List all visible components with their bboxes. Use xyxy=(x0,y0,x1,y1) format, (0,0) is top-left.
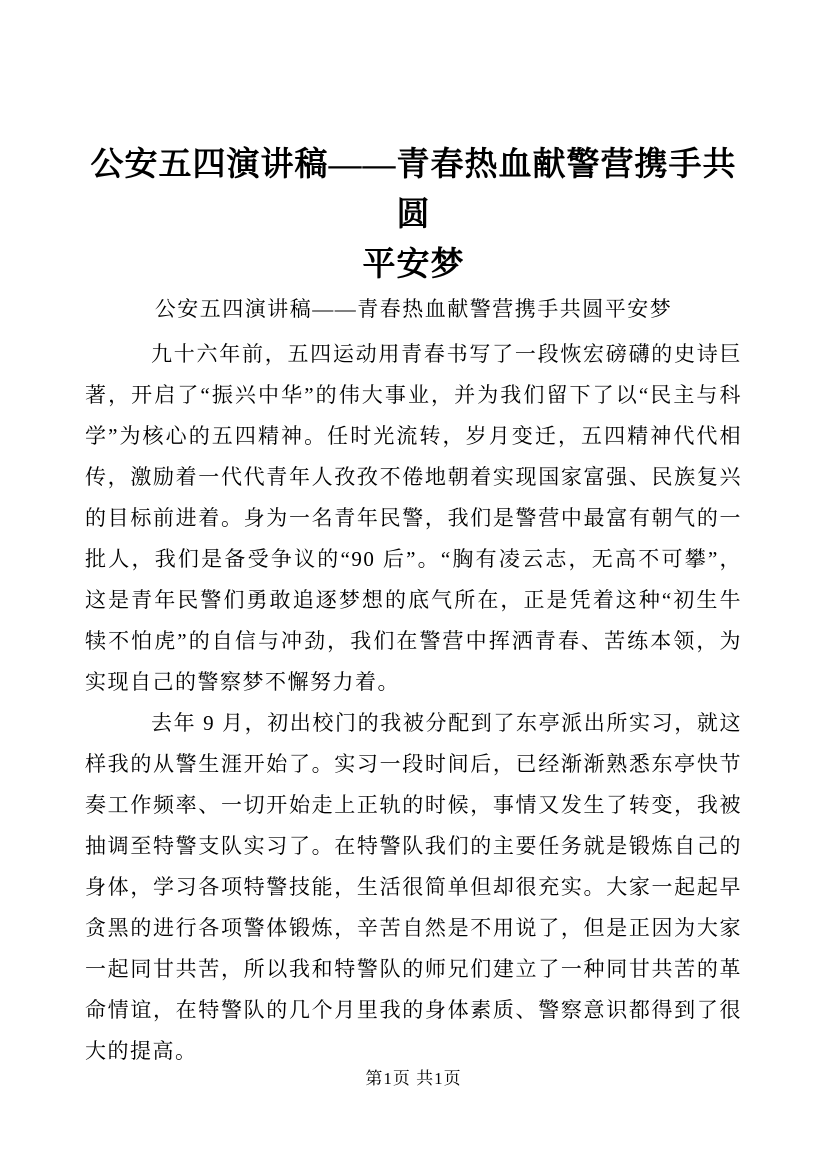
document-body xyxy=(85,334,742,1072)
body-paragraph-1: 九十六年前，五四运动用青春书写了一段恢宏磅礴的史诗巨著，开启了“振兴中华”的伟大事业，并为我们留下了以“民主与科学”为核心的五四精神。任时光流转，岁月变迁，五四精神代代相传，激励着一代代青年人孜孜不倦地朝着实现国家富强、民族复兴的目标前进着。身为一名青年民警，我们是警营中最富有朝气的一批人，我们是备受争议的“90 后”。“胸有凌云志，无高不可攀”，这是青年民警们勇敢追逐梦想的底气所在，正是凭着这种“初生牛犊不怕虎”的自信与冲劲，我们在警营中挥洒青春、苦练本领，为实现自己的警察梦不懈努力着。 xyxy=(85,342,742,694)
document-title xyxy=(85,140,742,290)
document-title-line-1: 公安五四演讲稿——青春热血献警营携手共圆 xyxy=(90,147,737,233)
body-paragraph-2: 去年 9 月，初出校门的我被分配到了东亭派出所实习，就这样我的从警生涯开始了。实习一段时间后，已经渐渐熟悉东亭快节奏工作频率、一切开始走上正轨的时候，事情又发生了转变，我被抽调至特警支队实习了。在特警队我们的主要任务就是锻炼自己的身体，学习各项特警技能，生活很简单但却很充实。大家一起起早贪黑的进行各项警体锻炼，辛苦自然是不用说了，但是正因为大家一起同甘共苦，所以我和特警队的师兄们建立了一种同甘共苦的革命情谊，在特警队的几个月里我的身体素质、警察意识都得到了很大的提高。 xyxy=(85,711,742,1063)
document-subtitle: 公安五四演讲稿——青春热血献警营携手共圆平安梦 xyxy=(154,297,673,321)
page-number-footer: 第1页 共1页 xyxy=(365,1069,462,1088)
document-title-line-2: 平安梦 xyxy=(362,247,465,283)
